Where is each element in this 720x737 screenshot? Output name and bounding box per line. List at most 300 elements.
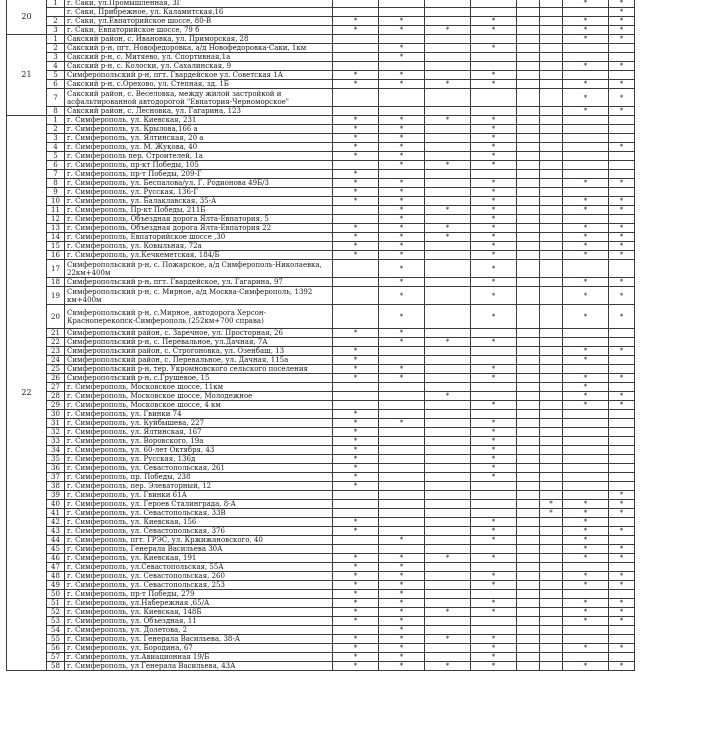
station-address: г. Симферополь, ул. Севастопольская, 376 — [65, 527, 333, 536]
mark-cell: * — [333, 635, 379, 644]
mark-cell: * — [333, 374, 379, 383]
mark-cell — [425, 383, 471, 392]
station-address: г. Симферополь, ул. Севастопольская, 261 — [65, 464, 333, 473]
mark-cell: * — [379, 653, 425, 662]
table-row — [7, 401, 635, 410]
mark-cell — [517, 356, 540, 365]
mark-cell: * — [471, 179, 517, 188]
row-number: 6 — [47, 80, 65, 89]
mark-cell — [425, 473, 471, 482]
mark-cell — [517, 206, 540, 215]
mark-cell: * — [471, 428, 517, 437]
station-address: г. Симферополь, ул. Воровского, 19а — [65, 437, 333, 446]
mark-cell: * — [540, 500, 563, 509]
mark-cell — [540, 590, 563, 599]
row-number: 33 — [47, 437, 65, 446]
mark-cell — [540, 233, 563, 242]
mark-cell — [517, 347, 540, 356]
mark-cell: * — [379, 260, 425, 278]
mark-cell — [540, 617, 563, 626]
mark-cell — [540, 401, 563, 410]
mark-cell: * — [471, 536, 517, 545]
mark-cell: * — [379, 134, 425, 143]
group-number: 20 — [7, 0, 47, 35]
mark-cell: * — [609, 392, 635, 401]
mark-cell — [563, 260, 609, 278]
mark-cell — [563, 491, 609, 500]
station-address: г. Саки, ул.Промышленная, 3Г — [65, 0, 333, 8]
station-address: г. Саки, ул.Евпаторийское шоссе, 80-В — [65, 17, 333, 26]
mark-cell: * — [609, 17, 635, 26]
station-address: г. Симферополь, Московское шоссе, 4 км — [65, 401, 333, 410]
mark-cell: * — [609, 179, 635, 188]
mark-cell: * — [540, 509, 563, 518]
mark-cell — [471, 491, 517, 500]
mark-cell: * — [563, 26, 609, 35]
table-row — [7, 287, 635, 305]
mark-cell — [517, 287, 540, 305]
mark-cell — [517, 473, 540, 482]
mark-cell — [563, 410, 609, 419]
mark-cell: * — [471, 224, 517, 233]
mark-cell: * — [379, 278, 425, 287]
mark-cell — [609, 428, 635, 437]
mark-cell: * — [563, 509, 609, 518]
mark-cell — [333, 44, 379, 53]
mark-cell: * — [333, 599, 379, 608]
mark-cell — [609, 383, 635, 392]
mark-cell — [517, 260, 540, 278]
mark-cell: * — [425, 662, 471, 671]
table-row — [7, 500, 635, 509]
row-number: 45 — [47, 545, 65, 554]
row-number: 41 — [47, 509, 65, 518]
mark-cell: * — [333, 152, 379, 161]
mark-cell — [540, 89, 563, 107]
mark-cell — [609, 116, 635, 125]
row-number: 19 — [47, 287, 65, 305]
table-row — [7, 410, 635, 419]
mark-cell — [517, 446, 540, 455]
mark-cell — [471, 626, 517, 635]
table-row — [7, 509, 635, 518]
mark-cell — [517, 89, 540, 107]
mark-cell: * — [609, 374, 635, 383]
mark-cell — [609, 161, 635, 170]
table-row — [7, 374, 635, 383]
mark-cell — [540, 347, 563, 356]
mark-cell — [609, 437, 635, 446]
mark-cell — [517, 536, 540, 545]
mark-cell: * — [425, 608, 471, 617]
row-number: 17 — [47, 260, 65, 278]
mark-cell: * — [563, 644, 609, 653]
mark-cell — [517, 545, 540, 554]
mark-cell — [540, 329, 563, 338]
table-row — [7, 383, 635, 392]
mark-cell: * — [563, 392, 609, 401]
mark-cell — [425, 197, 471, 206]
mark-cell — [517, 305, 540, 329]
mark-cell: * — [563, 0, 609, 8]
mark-cell: * — [471, 581, 517, 590]
mark-cell — [471, 545, 517, 554]
mark-cell — [425, 446, 471, 455]
table-row — [7, 224, 635, 233]
mark-cell: * — [425, 26, 471, 35]
mark-cell: * — [471, 161, 517, 170]
station-address: г. Симферополь, ул. Крылова,166 а — [65, 125, 333, 134]
mark-cell: * — [471, 206, 517, 215]
station-address: г. Симферополь, Пр-кт Победы, 211Б — [65, 206, 333, 215]
mark-cell — [471, 617, 517, 626]
mark-cell: * — [471, 527, 517, 536]
mark-cell: * — [379, 329, 425, 338]
mark-cell: * — [471, 338, 517, 347]
mark-cell — [517, 0, 540, 8]
mark-cell: * — [471, 143, 517, 152]
mark-cell — [471, 347, 517, 356]
mark-cell — [379, 89, 425, 107]
mark-cell: * — [609, 500, 635, 509]
table-row — [7, 107, 635, 116]
mark-cell: * — [333, 143, 379, 152]
mark-cell — [425, 71, 471, 80]
mark-cell — [540, 143, 563, 152]
mark-cell — [563, 437, 609, 446]
mark-cell — [471, 62, 517, 71]
mark-cell — [425, 536, 471, 545]
table-row — [7, 80, 635, 89]
mark-cell: * — [471, 419, 517, 428]
mark-cell: * — [609, 491, 635, 500]
mark-cell: * — [379, 251, 425, 260]
mark-cell — [563, 428, 609, 437]
table-row — [7, 329, 635, 338]
mark-cell — [517, 401, 540, 410]
mark-cell — [517, 608, 540, 617]
table-row — [7, 89, 635, 107]
mark-cell — [333, 206, 379, 215]
mark-cell — [425, 329, 471, 338]
mark-cell: * — [379, 563, 425, 572]
stations-table — [6, 0, 635, 671]
mark-cell — [540, 170, 563, 179]
row-number: 54 — [47, 626, 65, 635]
mark-cell: * — [471, 251, 517, 260]
mark-cell: * — [333, 518, 379, 527]
mark-cell — [425, 152, 471, 161]
row-number: 34 — [47, 446, 65, 455]
mark-cell — [517, 233, 540, 242]
row-number: 1 — [47, 0, 65, 8]
mark-cell: * — [379, 116, 425, 125]
mark-cell — [540, 17, 563, 26]
mark-cell — [517, 374, 540, 383]
mark-cell — [517, 44, 540, 53]
table-row — [7, 545, 635, 554]
mark-cell — [471, 53, 517, 62]
mark-cell — [609, 152, 635, 161]
mark-cell: * — [425, 224, 471, 233]
mark-cell — [333, 626, 379, 635]
mark-cell — [563, 152, 609, 161]
mark-cell: * — [333, 464, 379, 473]
station-address: Сакский район, с. Лесновка, ул. Гагарина, 123 — [65, 107, 333, 116]
mark-cell — [563, 44, 609, 53]
mark-cell — [517, 62, 540, 71]
row-number: 5 — [47, 71, 65, 80]
mark-cell: * — [471, 365, 517, 374]
mark-cell — [540, 62, 563, 71]
row-number: 57 — [47, 653, 65, 662]
table-row — [7, 8, 635, 17]
mark-cell: * — [333, 653, 379, 662]
mark-cell — [425, 53, 471, 62]
mark-cell: * — [609, 197, 635, 206]
mark-cell: * — [563, 17, 609, 26]
mark-cell — [333, 278, 379, 287]
mark-cell — [425, 35, 471, 44]
mark-cell: * — [379, 365, 425, 374]
mark-cell — [517, 251, 540, 260]
mark-cell — [563, 563, 609, 572]
row-number: 24 — [47, 356, 65, 365]
mark-cell — [609, 455, 635, 464]
table-row — [7, 455, 635, 464]
row-number: 10 — [47, 197, 65, 206]
mark-cell: * — [425, 338, 471, 347]
mark-cell: * — [333, 233, 379, 242]
mark-cell: * — [471, 197, 517, 206]
row-number: 50 — [47, 590, 65, 599]
mark-cell: * — [425, 80, 471, 89]
table-row — [7, 134, 635, 143]
table-row — [7, 233, 635, 242]
table-row — [7, 536, 635, 545]
mark-cell: * — [471, 44, 517, 53]
table-row — [7, 53, 635, 62]
mark-cell: * — [333, 410, 379, 419]
mark-cell — [471, 8, 517, 17]
mark-cell — [425, 0, 471, 8]
mark-cell — [563, 653, 609, 662]
station-address: Симферопольский р-н, с.Мирное, автодорога Херсон-Красноперекопск-Симферополь (252км+700 справа) — [65, 305, 333, 329]
station-address: г. Симферополь, ул.Авиационная 19/Б — [65, 653, 333, 662]
mark-cell: * — [471, 554, 517, 563]
row-number: 51 — [47, 599, 65, 608]
mark-cell — [425, 518, 471, 527]
mark-cell: * — [563, 599, 609, 608]
station-address: г. Симферополь, ул. Киевская, 231 — [65, 116, 333, 125]
mark-cell — [540, 242, 563, 251]
mark-cell — [609, 53, 635, 62]
mark-cell — [517, 572, 540, 581]
mark-cell — [540, 446, 563, 455]
row-number: 3 — [47, 53, 65, 62]
mark-cell: * — [333, 608, 379, 617]
mark-cell — [425, 287, 471, 305]
row-number: 4 — [47, 143, 65, 152]
row-number: 11 — [47, 206, 65, 215]
row-number: 2 — [47, 17, 65, 26]
row-number: 55 — [47, 635, 65, 644]
mark-cell — [609, 563, 635, 572]
station-address: Симферопольский район, с. Заречное, ул. Простоpная, 26 — [65, 329, 333, 338]
mark-cell — [540, 554, 563, 563]
mark-cell — [540, 365, 563, 374]
mark-cell: * — [379, 287, 425, 305]
mark-cell: * — [471, 455, 517, 464]
table-row — [7, 527, 635, 536]
mark-cell — [517, 26, 540, 35]
row-number: 38 — [47, 482, 65, 491]
mark-cell — [540, 287, 563, 305]
mark-cell — [425, 455, 471, 464]
mark-cell — [563, 125, 609, 134]
table-row — [7, 365, 635, 374]
mark-cell — [540, 35, 563, 44]
station-address: г. Саки, Евпаторийское шоссе, 79 б — [65, 26, 333, 35]
mark-cell — [517, 464, 540, 473]
mark-cell: * — [609, 347, 635, 356]
table-row — [7, 215, 635, 224]
row-number: 49 — [47, 581, 65, 590]
mark-cell — [425, 437, 471, 446]
mark-cell: * — [379, 617, 425, 626]
mark-cell: * — [471, 374, 517, 383]
mark-cell — [471, 482, 517, 491]
mark-cell — [563, 446, 609, 455]
mark-cell — [563, 71, 609, 80]
mark-cell — [333, 287, 379, 305]
mark-cell — [563, 161, 609, 170]
mark-cell — [425, 44, 471, 53]
mark-cell — [540, 599, 563, 608]
station-address: г. Симферополь, Евпаторийское шоссе ,30 — [65, 233, 333, 242]
mark-cell — [609, 635, 635, 644]
mark-cell — [333, 53, 379, 62]
mark-cell — [517, 626, 540, 635]
station-address: г. Симферополь, пр. Победы, 238 — [65, 473, 333, 482]
mark-cell — [540, 428, 563, 437]
mark-cell — [379, 0, 425, 8]
table-row — [7, 278, 635, 287]
mark-cell: * — [609, 8, 635, 17]
mark-cell — [517, 71, 540, 80]
mark-cell — [425, 242, 471, 251]
mark-cell — [517, 152, 540, 161]
mark-cell: * — [563, 89, 609, 107]
row-number: 30 — [47, 410, 65, 419]
mark-cell: * — [379, 53, 425, 62]
mark-cell — [517, 215, 540, 224]
mark-cell — [517, 563, 540, 572]
mark-cell: * — [425, 233, 471, 242]
mark-cell — [425, 260, 471, 278]
mark-cell — [333, 491, 379, 500]
mark-cell: * — [333, 80, 379, 89]
mark-cell — [333, 545, 379, 554]
mark-cell — [540, 152, 563, 161]
mark-cell: * — [425, 161, 471, 170]
station-address: г. Симферополь, ул. Ковыльная, 72а — [65, 242, 333, 251]
mark-cell — [425, 107, 471, 116]
mark-cell — [517, 224, 540, 233]
mark-cell: * — [379, 17, 425, 26]
station-address: Сакский район, с. Ивановка, ул. Приморская, 28 — [65, 35, 333, 44]
mark-cell — [540, 527, 563, 536]
mark-cell — [379, 464, 425, 473]
mark-cell: * — [333, 563, 379, 572]
mark-cell: * — [379, 590, 425, 599]
mark-cell — [425, 410, 471, 419]
station-address: Симферопольский р-н, пгт. Гвардейское ул. Советская 1А — [65, 71, 333, 80]
mark-cell — [379, 518, 425, 527]
mark-cell — [609, 419, 635, 428]
table-row — [7, 356, 635, 365]
table-row — [7, 491, 635, 500]
mark-cell: * — [609, 287, 635, 305]
mark-cell: * — [609, 554, 635, 563]
mark-cell — [425, 626, 471, 635]
mark-cell — [379, 545, 425, 554]
station-address: г. Саки, Прибрежное, ул. Каламитская,16 — [65, 8, 333, 17]
mark-cell: * — [379, 338, 425, 347]
station-address: Симферопольский р-н, пгт. Гвардейское, ул. Гагарина, 97 — [65, 278, 333, 287]
mark-cell — [517, 107, 540, 116]
mark-cell: * — [471, 116, 517, 125]
mark-cell: * — [563, 500, 609, 509]
mark-cell: * — [379, 419, 425, 428]
mark-cell — [563, 143, 609, 152]
mark-cell — [425, 125, 471, 134]
mark-cell: * — [609, 509, 635, 518]
mark-cell: * — [563, 383, 609, 392]
mark-cell — [425, 8, 471, 17]
table-row — [7, 251, 635, 260]
mark-cell: * — [471, 608, 517, 617]
mark-cell — [517, 599, 540, 608]
mark-cell: * — [563, 62, 609, 71]
row-number: 6 — [47, 161, 65, 170]
mark-cell — [517, 116, 540, 125]
mark-cell — [609, 338, 635, 347]
mark-cell: * — [379, 374, 425, 383]
mark-cell — [333, 35, 379, 44]
mark-cell — [609, 71, 635, 80]
mark-cell — [517, 161, 540, 170]
mark-cell: * — [609, 0, 635, 8]
mark-cell — [563, 329, 609, 338]
mark-cell — [540, 44, 563, 53]
mark-cell: * — [379, 599, 425, 608]
mark-cell — [517, 509, 540, 518]
mark-cell: * — [609, 644, 635, 653]
mark-cell — [517, 527, 540, 536]
mark-cell — [425, 590, 471, 599]
mark-cell — [517, 437, 540, 446]
station-address: г. Симферополь, пр-т Победы, 279 — [65, 590, 333, 599]
station-address: г. Симферополь, ул. Севастопольская, 260 — [65, 572, 333, 581]
mark-cell — [517, 179, 540, 188]
table-row — [7, 152, 635, 161]
mark-cell: * — [471, 71, 517, 80]
mark-cell: * — [379, 188, 425, 197]
mark-cell — [379, 383, 425, 392]
mark-cell — [540, 26, 563, 35]
row-number: 25 — [47, 365, 65, 374]
